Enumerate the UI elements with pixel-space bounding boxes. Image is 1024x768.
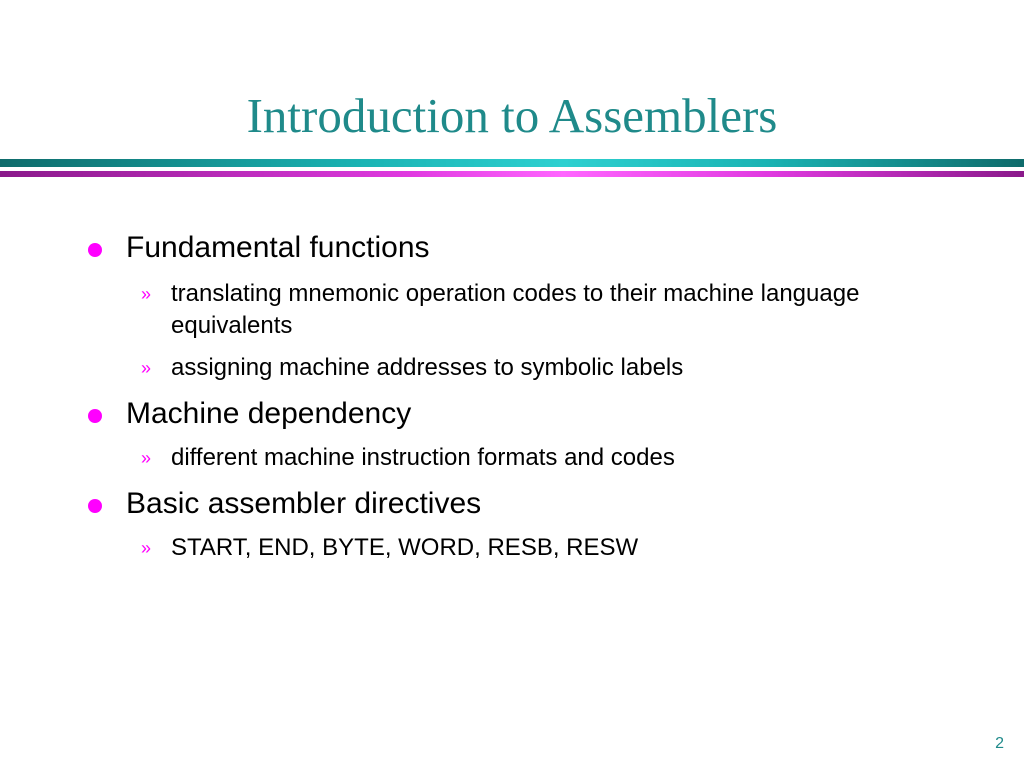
bullet-item bbox=[0, 230, 1024, 266]
bullet-dot-icon bbox=[88, 499, 102, 513]
sub-bullet-item bbox=[0, 532, 1024, 564]
sub-bullet-marker-icon: » bbox=[141, 284, 152, 304]
sub-bullet-item bbox=[0, 352, 1024, 384]
bullet-text: Fundamental functions bbox=[126, 231, 430, 264]
sub-bullet-text: START, END, BYTE, WORD, RESB, RESW bbox=[171, 534, 639, 561]
sub-bullet-marker-icon: » bbox=[141, 538, 152, 558]
bullet-item bbox=[0, 486, 1024, 522]
bullet-item bbox=[0, 396, 1024, 432]
bullet-dot-icon bbox=[88, 409, 102, 423]
sub-bullet-text: different machine instruction formats and codes bbox=[171, 444, 675, 471]
bullet-text: Basic assembler directives bbox=[126, 487, 482, 520]
title-rule-teal bbox=[0, 159, 1024, 167]
bullet-dot-icon bbox=[88, 243, 102, 257]
title-rule-magenta bbox=[0, 171, 1024, 177]
sub-bullet-item bbox=[0, 442, 1024, 474]
sub-bullet-marker-icon: » bbox=[141, 448, 152, 468]
page-number: 2 bbox=[995, 735, 1004, 752]
sub-bullet-marker-icon: » bbox=[141, 358, 152, 378]
sub-bullet-item bbox=[0, 278, 1024, 342]
bullet-text: Machine dependency bbox=[126, 397, 412, 430]
slide-title: Introduction to Assemblers bbox=[246, 88, 778, 143]
sub-bullet-text: assigning machine addresses to symbolic labels bbox=[171, 354, 684, 381]
sub-bullet-text: translating mnemonic operation codes to their machine language equivalents bbox=[171, 280, 860, 339]
